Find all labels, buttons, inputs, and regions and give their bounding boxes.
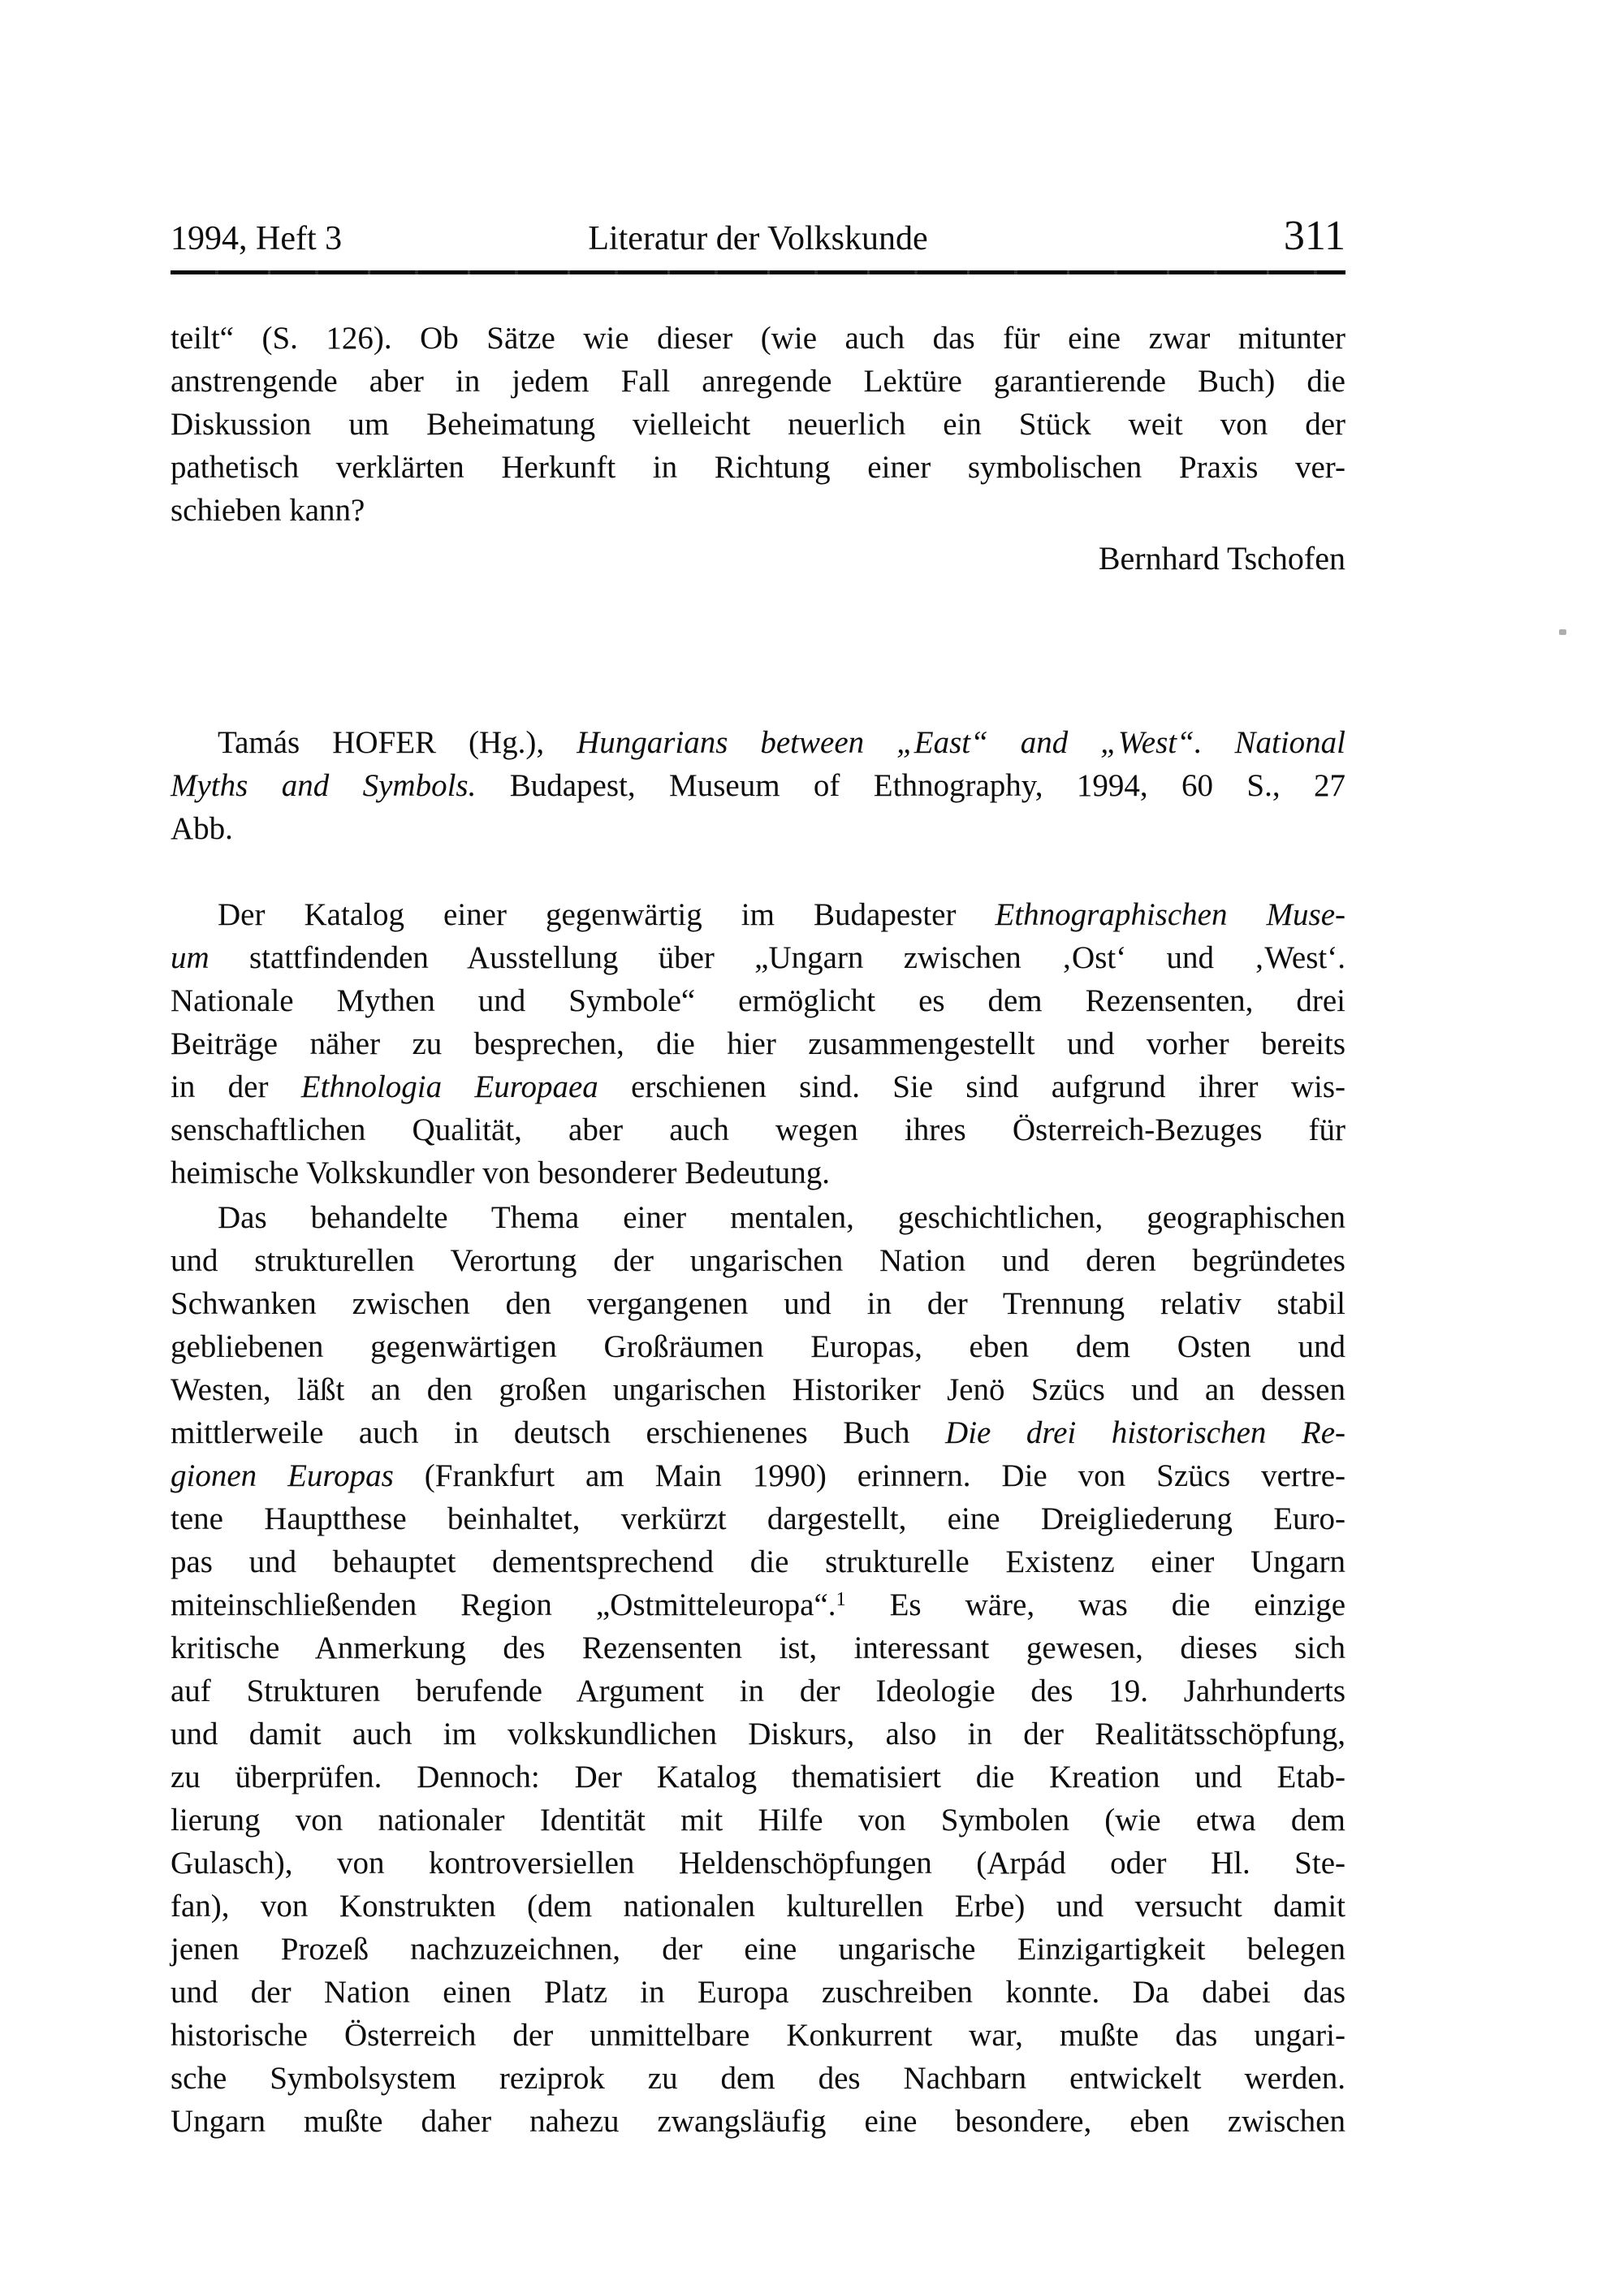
footnote-reference: 1	[836, 1589, 846, 1610]
bibliographic-entry	[171, 721, 1345, 850]
text-line: Gulasch), von kontroversiellen Heldenschöpfungen (Arpád oder Hl. Ste-	[171, 1846, 1345, 1881]
header-journal-title: Literatur der Volkskunde	[588, 220, 928, 257]
text-line: senschaftlichen Qualität, aber auch wegen ihres Österreich-Bezuges für	[171, 1112, 1345, 1147]
text-line	[171, 936, 1345, 979]
text-line	[171, 1454, 1345, 1497]
text-line: teilt“ (S. 126). Ob Sätze wie dieser (wie auch das für eine zwar mitunter	[171, 321, 1345, 356]
italic-segment: Die drei historischen Re-	[945, 1415, 1345, 1450]
text-line: auf Strukturen berufende Argument in der Ideologie des 19. Jahrhunderts	[171, 1674, 1345, 1708]
text-line: Abb.	[171, 811, 233, 846]
text-line: und strukturellen Verortung der ungarischen Nation und deren begründetes	[171, 1243, 1345, 1278]
scan-artifact-dot	[1559, 629, 1566, 635]
text-line: Nationale Mythen und Symbole“ ermöglicht es dem Rezensenten, drei	[171, 983, 1345, 1018]
text-line: kritische Anmerkung des Rezensenten ist, interessant gewesen, dieses sich	[171, 1630, 1345, 1665]
header-divider-rule	[171, 270, 1345, 274]
text-line: Ungarn mußte daher nahezu zwangsläufig eine besondere, eben zwischen	[171, 2104, 1345, 2139]
review-paragraph-2	[171, 1196, 1345, 2143]
review-closing-paragraph	[171, 317, 1345, 532]
header-issue: 1994, Heft 3	[171, 220, 343, 257]
text-line: zu überprüfen. Dennoch: Der Katalog thematisiert die Kreation und Etab-	[171, 1760, 1345, 1794]
review-paragraph-1	[171, 893, 1345, 1194]
text-line: heimische Volkskundler von besonderer Bedeutung.	[171, 1155, 830, 1190]
text-line: pas und behauptet dementsprechend die strukturelle Existenz einer Ungarn	[171, 1544, 1345, 1579]
italic-segment: Hungarians between „East“ and „West“. National	[577, 725, 1345, 760]
page-header	[171, 213, 1345, 259]
text-line: historische Österreich der unmittelbare Konkurrent war, mußte das ungari-	[171, 2018, 1345, 2053]
text-line: und der Nation einen Platz in Europa zuschreiben konnte. Da dabei das	[171, 1975, 1345, 2010]
text-segment: Es wäre, was die einzige	[845, 1587, 1346, 1622]
text-line: Westen, läßt an den großen ungarischen Historiker Jenö Szücs und an dessen	[171, 1372, 1345, 1407]
text-line	[171, 1411, 1345, 1454]
header-page-number: 311	[1283, 213, 1345, 259]
italic-segment: Ethnologia Europaea	[300, 1069, 598, 1104]
text-line: Beiträge näher zu besprechen, die hier zusammengestellt und vorher bereits	[171, 1026, 1345, 1061]
italic-segment: Ethnographischen Muse-	[995, 897, 1345, 932]
italic-segment: Myths and Symbols.	[171, 768, 477, 803]
text-segment: Tamás HOFER (Hg.),	[218, 725, 577, 760]
text-line: Diskussion um Beheimatung vielleicht neuerlich ein Stück weit von der	[171, 407, 1345, 442]
text-line: sche Symbolsystem reziprok zu dem des Nachbarn entwickelt werden.	[171, 2061, 1345, 2096]
text-line: anstrengende aber in jedem Fall anregende Lektüre garantierende Buch) die	[171, 364, 1345, 399]
text-line: Schwanken zwischen den vergangenen und in der Trennung relativ stabil	[171, 1286, 1345, 1321]
text-segment: stattfindenden Ausstellung über „Ungarn zwischen ‚Ost‘ und ‚West‘.	[209, 940, 1345, 975]
text-line: jenen Prozeß nachzuzeichnen, der eine ungarische Einzigartigkeit belegen	[171, 1932, 1345, 1967]
text-line	[171, 764, 1345, 807]
text-segment: (Frankfurt am Main 1990) erinnern. Die von Szücs vertre-	[393, 1458, 1345, 1493]
text-line: schieben kann?	[171, 493, 365, 528]
text-line	[171, 893, 1345, 936]
text-line	[171, 721, 1345, 764]
text-line: und damit auch im volkskundlichen Diskurs, also in der Realitätsschöpfung,	[171, 1717, 1345, 1751]
text-segment: miteinschließenden Region „Ostmitteleuropa“.	[171, 1587, 836, 1622]
text-line	[171, 1583, 1345, 1626]
italic-segment: um	[171, 940, 209, 975]
text-line: pathetisch verklärten Herkunft in Richtung einer symbolischen Praxis ver-	[171, 450, 1345, 485]
text-line: Das behandelte Thema einer mentalen, geschichtlichen, geographischen	[218, 1200, 1345, 1235]
text-line: lierung von nationaler Identität mit Hilfe von Symbolen (wie etwa dem	[171, 1803, 1345, 1838]
text-line: tene Hauptthese beinhaltet, verkürzt dargestellt, eine Dreigliederung Euro-	[171, 1501, 1345, 1536]
reviewer-byline: Bernhard Tschofen	[1098, 540, 1345, 577]
text-segment: in der	[171, 1069, 301, 1104]
text-segment: mittlerweile auch in deutsch erschienenes Buch	[171, 1415, 946, 1450]
text-line: gebliebenen gegenwärtigen Großräumen Europas, eben dem Osten und	[171, 1329, 1345, 1364]
text-segment: erschienen sind. Sie sind aufgrund ihrer wis-	[598, 1069, 1345, 1104]
italic-segment: gionen Europas	[171, 1458, 394, 1493]
text-line	[171, 1065, 1345, 1108]
text-segment: Budapest, Museum of Ethnography, 1994, 60 S., 27	[476, 768, 1345, 803]
text-line: fan), von Konstrukten (dem nationalen kulturellen Erbe) und versucht damit	[171, 1889, 1345, 1924]
text-segment: Der Katalog einer gegenwärtig im Budapester	[218, 897, 996, 932]
